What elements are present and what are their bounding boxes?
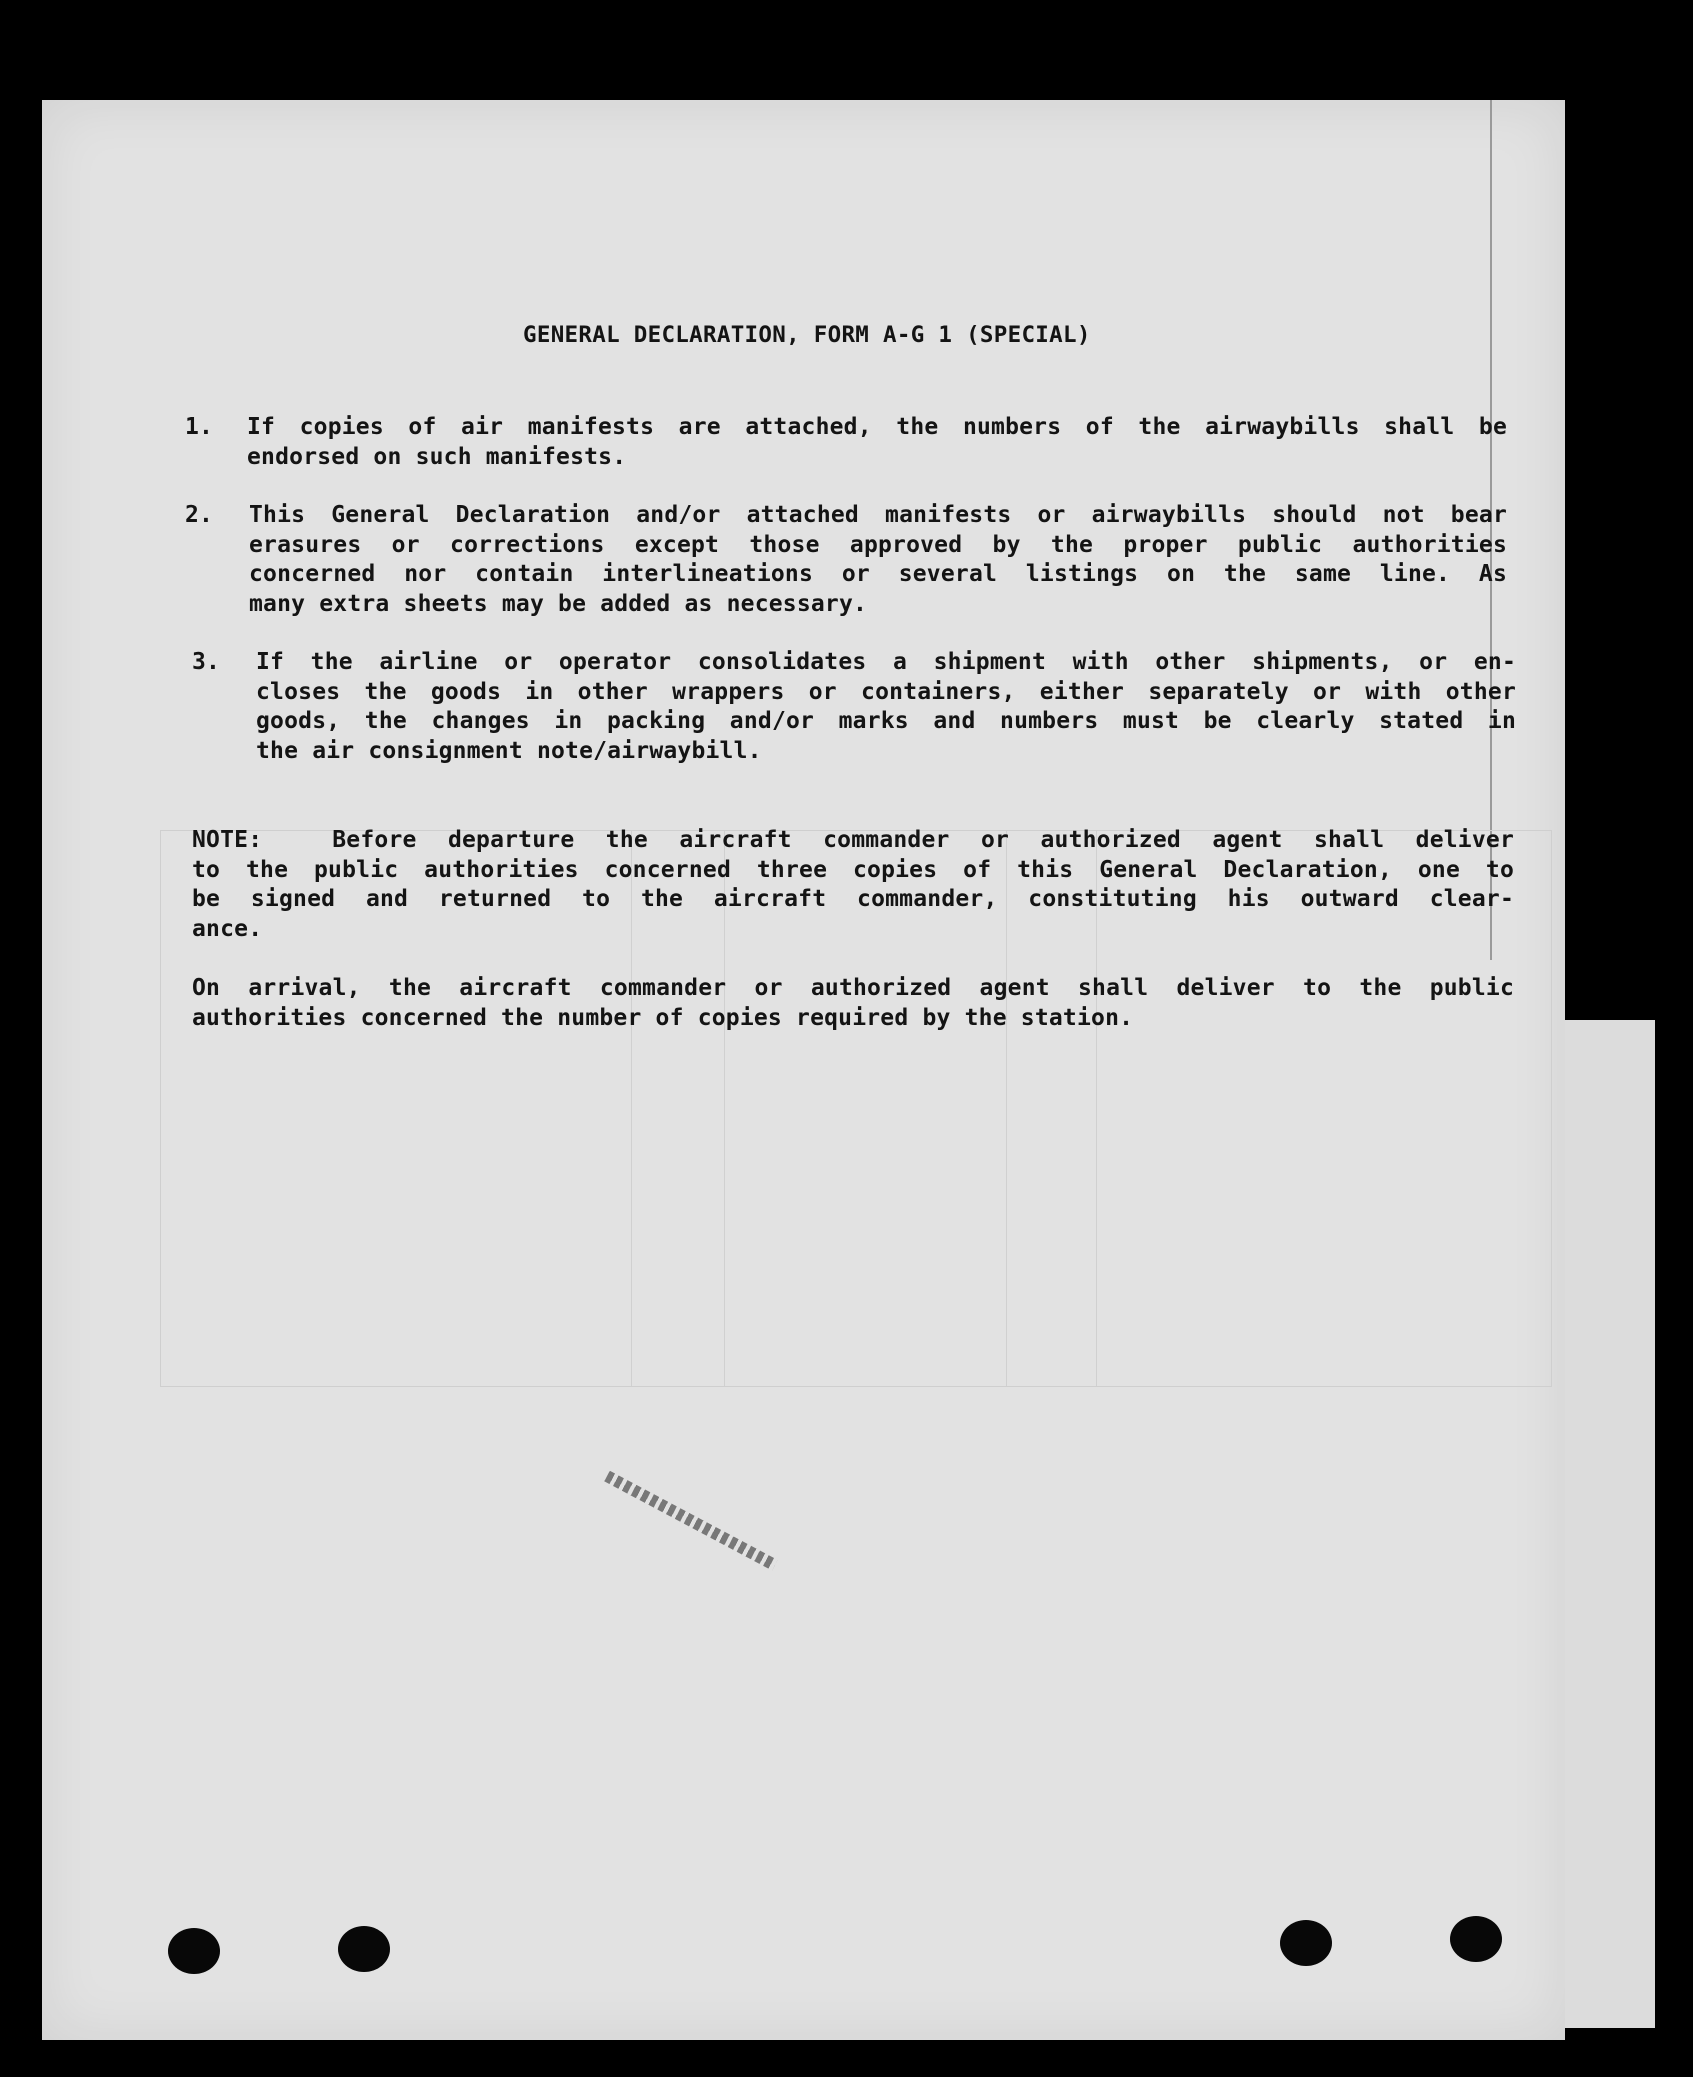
note-label: NOTE:	[192, 827, 263, 853]
item-line: goods, the changes in packing and/or marks and numbers must be clearly stated in	[256, 708, 1516, 734]
item-number: 3.	[192, 649, 221, 675]
instruction-item-1	[185, 413, 1507, 472]
item-number: 2.	[185, 502, 214, 528]
item-line: This General Declaration and/or attached manifests or airwaybills should not bear	[249, 502, 1507, 528]
instruction-item-2	[185, 501, 1507, 619]
item-line: If the airline or operator consolidates a shipment with other shipments, or en-	[256, 649, 1516, 675]
arrival-line: authorities concerned the number of copies required by the station.	[192, 1004, 1134, 1031]
item-line: concerned nor contain interlineations or several listings on the same line. As	[249, 561, 1507, 587]
punch-hole	[1450, 1916, 1502, 1962]
punch-hole	[338, 1926, 390, 1972]
arrival-line: On arrival, the aircraft commander or authorized agent shall deliver to the public	[192, 975, 1514, 1001]
item-line: the air consignment note/airwaybill.	[256, 737, 762, 764]
instruction-item-3	[192, 648, 1516, 766]
note-line: Before departure the aircraft commander or authorized agent shall deliver	[332, 827, 1514, 853]
note-line: be signed and returned to the aircraft commander, constituting his outward clear-	[192, 886, 1514, 912]
punch-hole	[1280, 1920, 1332, 1966]
note-line: to the public authorities concerned three copies of this General Declaration, one to	[192, 856, 1514, 883]
item-number: 1.	[185, 414, 214, 440]
item-line: If copies of air manifests are attached, the numbers of the airwaybills shall be	[247, 414, 1507, 440]
form-title: GENERAL DECLARATION, FORM A-G 1 (SPECIAL)	[523, 322, 1091, 348]
note-line: ance.	[192, 915, 263, 942]
punch-hole	[168, 1928, 220, 1974]
item-line: erasures or corrections except those approved by the proper public authorities	[249, 531, 1507, 558]
arrival-note	[192, 974, 1514, 1033]
item-line: closes the goods in other wrappers or containers, either separately or with other	[256, 678, 1516, 705]
item-line: endorsed on such manifests.	[247, 443, 627, 470]
departure-note	[192, 826, 1514, 944]
item-line: many extra sheets may be added as necessary.	[249, 590, 868, 617]
